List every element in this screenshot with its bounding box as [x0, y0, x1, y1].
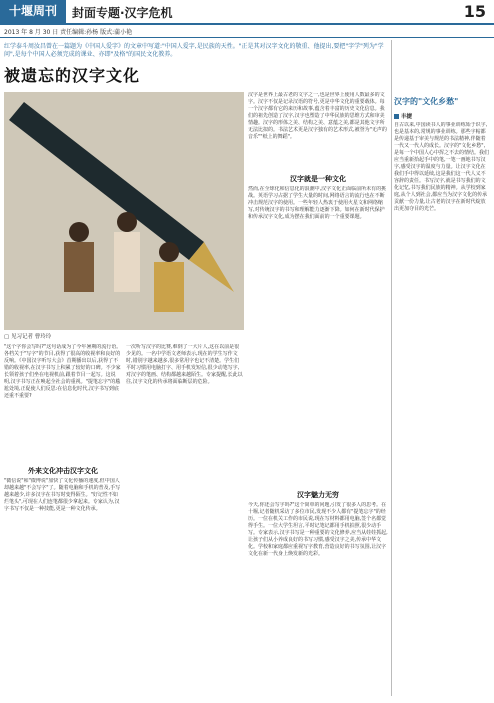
body-column-3b: 然而,在全球化和信息化的浪潮中,汉字文化正面临前所未有的挑战。英语学习占据了学生大量的时间,网络语言的流行也在不断冲击规范汉字的使用。一些年轻人热衷于使用火星文和网络缩写,对传统汉字的书写和理解能力逐渐下降。如何在新时代保护和传承汉字文化,成为摆在我们面前的一个重要课题。: [248, 186, 387, 220]
article-title: 被遗忘的汉字文化: [4, 66, 141, 85]
section-title: 封面专题·汉字危机: [72, 6, 173, 20]
illustration-photo: [4, 92, 244, 330]
sidebar-title: 汉字的"文化乡愁": [394, 97, 459, 106]
body-column-3: 汉字是世界上最古老的文字之一,也是世界上使用人数最多的文字。汉字不仅是记录汉语的符号,更是中华文化的重要载体。每一个汉字都有它的来历和故事,蕴含着丰富的历史文化信息。我们的祖先创造了汉字,汉字也塑造了中华民族的思维方式和审美情趣。汉字的形体之美、结构之美、意蕴之美,都是其他文字所无法比拟的。书法艺术更是汉字独有的艺术形式,被誉为"无声的音乐""纸上的舞蹈"。: [248, 92, 387, 140]
body-column-1b: "微信说"和"微博说"加快了文化传播的速度,但中国人却越来越"不会写字"了。随着电脑和手机的普及,手写越来越少,许多汉字在书写时变得陌生。"好记性不如烂笔头",可现在人们连笔都很少拿起来。专家认为,汉字书写不仅是一种技能,更是一种文化传承。: [4, 478, 121, 512]
issue-meta: 2013 年 8 月 30 日 责任编辑:孙杨 版式:蒲小艳: [4, 29, 133, 36]
sidebar-body: 自古以来,中国读书人的事业训练始于识字,也是基本的,常规的事业训练。那些字帖都是传递基于审美与规范的书法精神,伴随着一代又一代人的成长。汉字的"文化乡愁",是每一个中国人心中挥之不去的情结。我们应当重新拾起手中的笔,一笔一画地书写汉字,感受汉字的温度与力量。让汉字文化在我们手中得以延续,这是我们这一代人义不容辞的责任。书写汉字,就是书写我们的文化记忆,书写我们民族的精神。从学校到家庭,从个人到社会,都应当为汉字文化的传承贡献一份力量,让古老的汉字在新时代绽放出更加夺目的光芒。: [394, 122, 490, 212]
sidebar-author: [394, 112, 412, 120]
byline: ▢ 见习记者 曹玲玲: [4, 334, 52, 340]
sidebar-intro: [394, 40, 490, 92]
lead-paragraph: 红学泰斗周汝昌曾在一篇题为《中国人爱字》的文章中写道:"中国人爱字,是民族的天性。"正是其对汉字文化的敬重、他提出,要把"字学"列为"学问",是每个中国人必须完成的课业、亦即"及格"的国民文化教养。: [4, 43, 384, 58]
brand: 十堰周刊: [0, 0, 66, 23]
column-divider: [391, 40, 392, 696]
heading-charm: 汉字魅力无穷: [297, 491, 339, 499]
page-number: 15: [463, 2, 486, 21]
heading-character-culture: 汉字就是一种文化: [290, 175, 346, 183]
body-column-1: "这个字你会写吗?"这句话成为了今年暑期的流行语。各档关于"写字"的节目,获得了很高的收视率和良好的反响。《中国汉字听写大会》首期播出以后,获得了不错的收视率,在汉字书写上积累了较好的口碑。不少家长领着孩子们坐在电视机前,跟着节目一起写。这说明,汉字书写正在唤起全社会的重视。"提笔忘字"的尴尬处境,正促使人们反思:在信息化时代,汉字书写到底还重不重要?: [4, 344, 122, 399]
sidebar-author-name: 丰捷: [401, 114, 413, 120]
square-icon: [394, 114, 399, 119]
divider: [0, 37, 494, 38]
heading-foreign-culture: 外来文化冲击汉字文化: [28, 467, 98, 475]
masthead: [0, 0, 494, 25]
body-column-4: 今天,你还会写字吗?"这个简单的问题,引发了很多人的思考。在十堰,记者随机采访了多位市民,发现不少人都有"提笔忘字"的经历。一位在机关工作的市民说,现在写材料都用电脑,签个名都觉得手生。一位大学生坦言,平时记笔记都用手机拍照,很少动手写。专家表示,汉字书写是一种重要的文化修养,应当从娃娃抓起,让孩子们从小养成良好的书写习惯,感受汉字之美,传承中华文化。学校和家庭都应重视写字教育,营造良好的书写氛围,让汉字文化在新一代身上焕发新的光彩。: [248, 502, 388, 557]
body-column-2: 一次听写汉字的比赛,难倒了一大片人,这在以前是很少见的。一名中学语文老师表示,现在的学生写作文时,错别字越来越多,很多常用字也记不清楚。学生们平时习惯用电脑打字、用手机发短信,很少动笔写字,对汉字的笔画、结构都越来越陌生。专家提醒,长此以往,汉字文化的传承将面临断层的危险。: [126, 344, 243, 385]
